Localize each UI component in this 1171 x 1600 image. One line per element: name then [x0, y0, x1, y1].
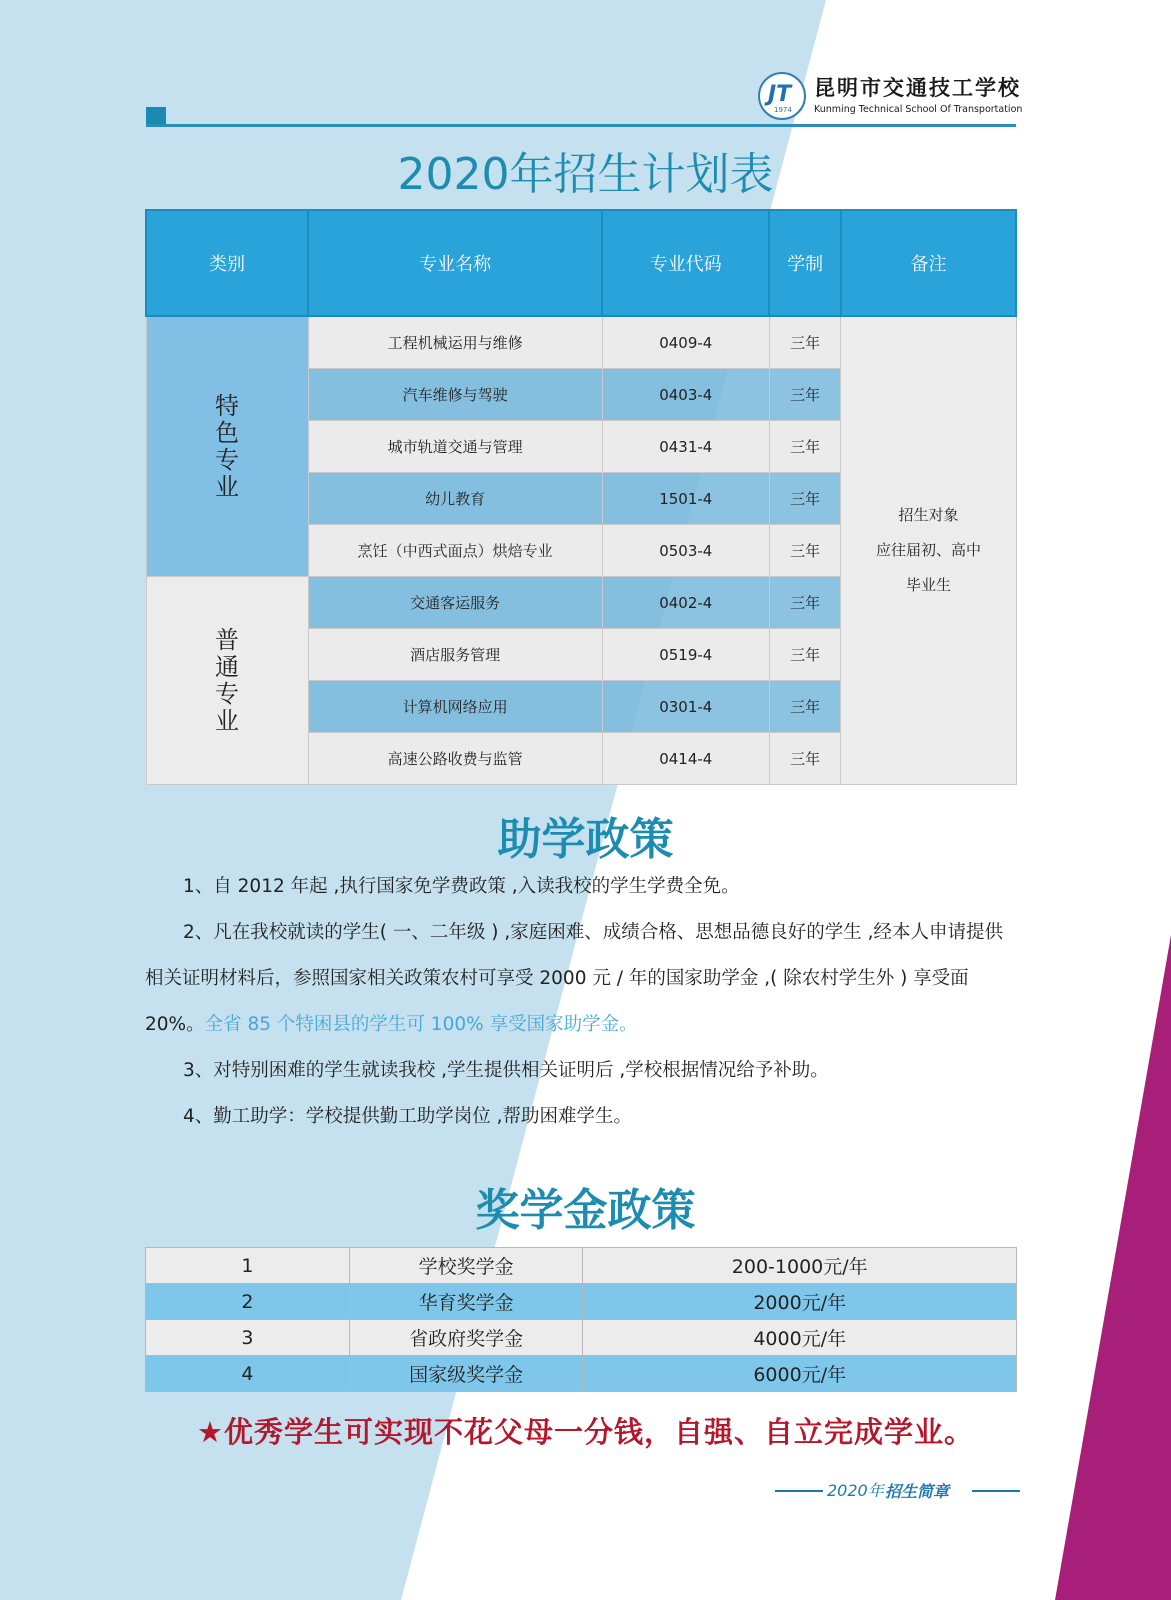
major-duration: 三年	[769, 316, 841, 369]
major-name: 工程机械运用与维修	[308, 316, 602, 369]
aid-item-2-text: 2、凡在我校就读的学生( 一、二年级 ) ,家庭困难、成绩合格、思想品德良好的学生 ,经本人申请提供相关证明材料后，参照国家相关政策农村可享受 2000 元 / 年的国家助学金 ,( 除农村学生外 ) 享受面 20%。	[145, 922, 1003, 1035]
footer-line-left	[775, 1490, 823, 1492]
scholarship-no: 3	[146, 1320, 350, 1356]
scholarship-amount: 6000元/年	[583, 1356, 1017, 1392]
major-code: 1501-4	[602, 473, 769, 525]
aid-item-4: 4、勤工助学：学校提供勤工助学岗位 ,帮助困难学生。	[183, 1106, 633, 1127]
major-name: 城市轨道交通与管理	[308, 421, 602, 473]
school-name-cn: 昆明市交通技工学校	[814, 75, 1021, 100]
table-row	[146, 1356, 1017, 1392]
school-emblem-icon	[758, 72, 806, 120]
aid-item-1: 1、自 2012 年起 ,执行国家免学费政策 ,入读我校的学生学费全免。	[183, 876, 740, 897]
major-name: 幼儿教育	[308, 473, 602, 525]
note-line: 毕业生	[905, 576, 951, 594]
major-code: 0403-4	[602, 369, 769, 421]
major-code: 0301-4	[602, 681, 769, 733]
major-duration: 三年	[769, 629, 841, 681]
major-code: 0409-4	[602, 316, 769, 369]
scholarship-amount: 200-1000元/年	[583, 1248, 1017, 1284]
scholarship-title: 奖学金政策	[475, 1185, 696, 1236]
footer-year: 2020年	[827, 1481, 884, 1500]
table-row	[146, 316, 1016, 369]
plan-title: 2020年招生计划表	[397, 149, 774, 200]
school-logo	[758, 70, 1023, 126]
major-name: 高速公路收费与监管	[308, 733, 602, 785]
scholarship-no: 2	[146, 1284, 350, 1320]
major-duration: 三年	[769, 369, 841, 421]
aid-item-2	[145, 910, 1017, 1048]
major-name: 烹饪（中西式面点）烘焙专业	[308, 525, 602, 577]
major-name: 计算机网络应用	[308, 681, 602, 733]
major-duration: 三年	[769, 473, 841, 525]
major-duration: 三年	[769, 421, 841, 473]
table-row	[146, 1284, 1017, 1320]
major-name: 酒店服务管理	[308, 629, 602, 681]
scholarship-name: 省政府奖学金	[349, 1320, 583, 1356]
scholarship-amount: 2000元/年	[583, 1284, 1017, 1320]
table-row	[146, 1248, 1017, 1284]
aid-item-3: 3、对特别困难的学生就读我校 ,学生提供相关证明后 ,学校根据情况给予补助。	[183, 1060, 829, 1081]
footer-title: 招生简章	[885, 1482, 950, 1501]
slogan: ★优秀学生可实现不花父母一分钱，自强、自立完成学业。	[197, 1415, 974, 1449]
aid-item-2-highlight: 全省 85 个特困县的学生可 100% 享受国家助学金。	[204, 1014, 638, 1035]
major-duration: 三年	[769, 525, 841, 577]
scholarship-name: 华育奖学金	[349, 1284, 583, 1320]
header-category: 类别	[146, 210, 308, 316]
category-general: 普通专业	[146, 577, 308, 785]
aid-policy-text	[145, 864, 1017, 1140]
aid-policy-title: 助学政策	[497, 814, 674, 865]
footer-line-right	[972, 1490, 1020, 1492]
enrollment-plan-table	[145, 209, 1017, 785]
plan-header-row	[146, 210, 1016, 316]
scholarship-amount: 4000元/年	[583, 1320, 1017, 1356]
major-code: 0431-4	[602, 421, 769, 473]
major-duration: 三年	[769, 577, 841, 629]
header-major-name: 专业名称	[308, 210, 602, 316]
scholarship-name: 国家级奖学金	[349, 1356, 583, 1392]
scholarship-table	[145, 1247, 1017, 1392]
header-rule	[146, 124, 1016, 127]
school-name-en: Kunming Technical School Of Transportation	[814, 104, 1023, 115]
note-line: 招生对象	[898, 506, 959, 524]
scholarship-name: 学校奖学金	[349, 1248, 583, 1284]
footer-brand	[775, 1478, 1020, 1502]
header-duration: 学制	[769, 210, 841, 316]
major-code: 0414-4	[602, 733, 769, 785]
category-special: 特色专业	[146, 316, 308, 577]
major-code: 0519-4	[602, 629, 769, 681]
note-line: 应往届初、高中	[875, 541, 981, 559]
major-code: 0503-4	[602, 525, 769, 577]
major-duration: 三年	[769, 733, 841, 785]
header-note: 备注	[841, 210, 1016, 316]
emblem-year: 1974	[774, 106, 792, 114]
table-row	[146, 1320, 1017, 1356]
scholarship-no: 4	[146, 1356, 350, 1392]
emblem-text: JT	[768, 82, 792, 107]
major-code: 0402-4	[602, 577, 769, 629]
major-name: 交通客运服务	[308, 577, 602, 629]
header-major-code: 专业代码	[602, 210, 769, 316]
major-name: 汽车维修与驾驶	[308, 369, 602, 421]
enrollment-note	[841, 316, 1016, 785]
major-duration: 三年	[769, 681, 841, 733]
scholarship-no: 1	[146, 1248, 350, 1284]
